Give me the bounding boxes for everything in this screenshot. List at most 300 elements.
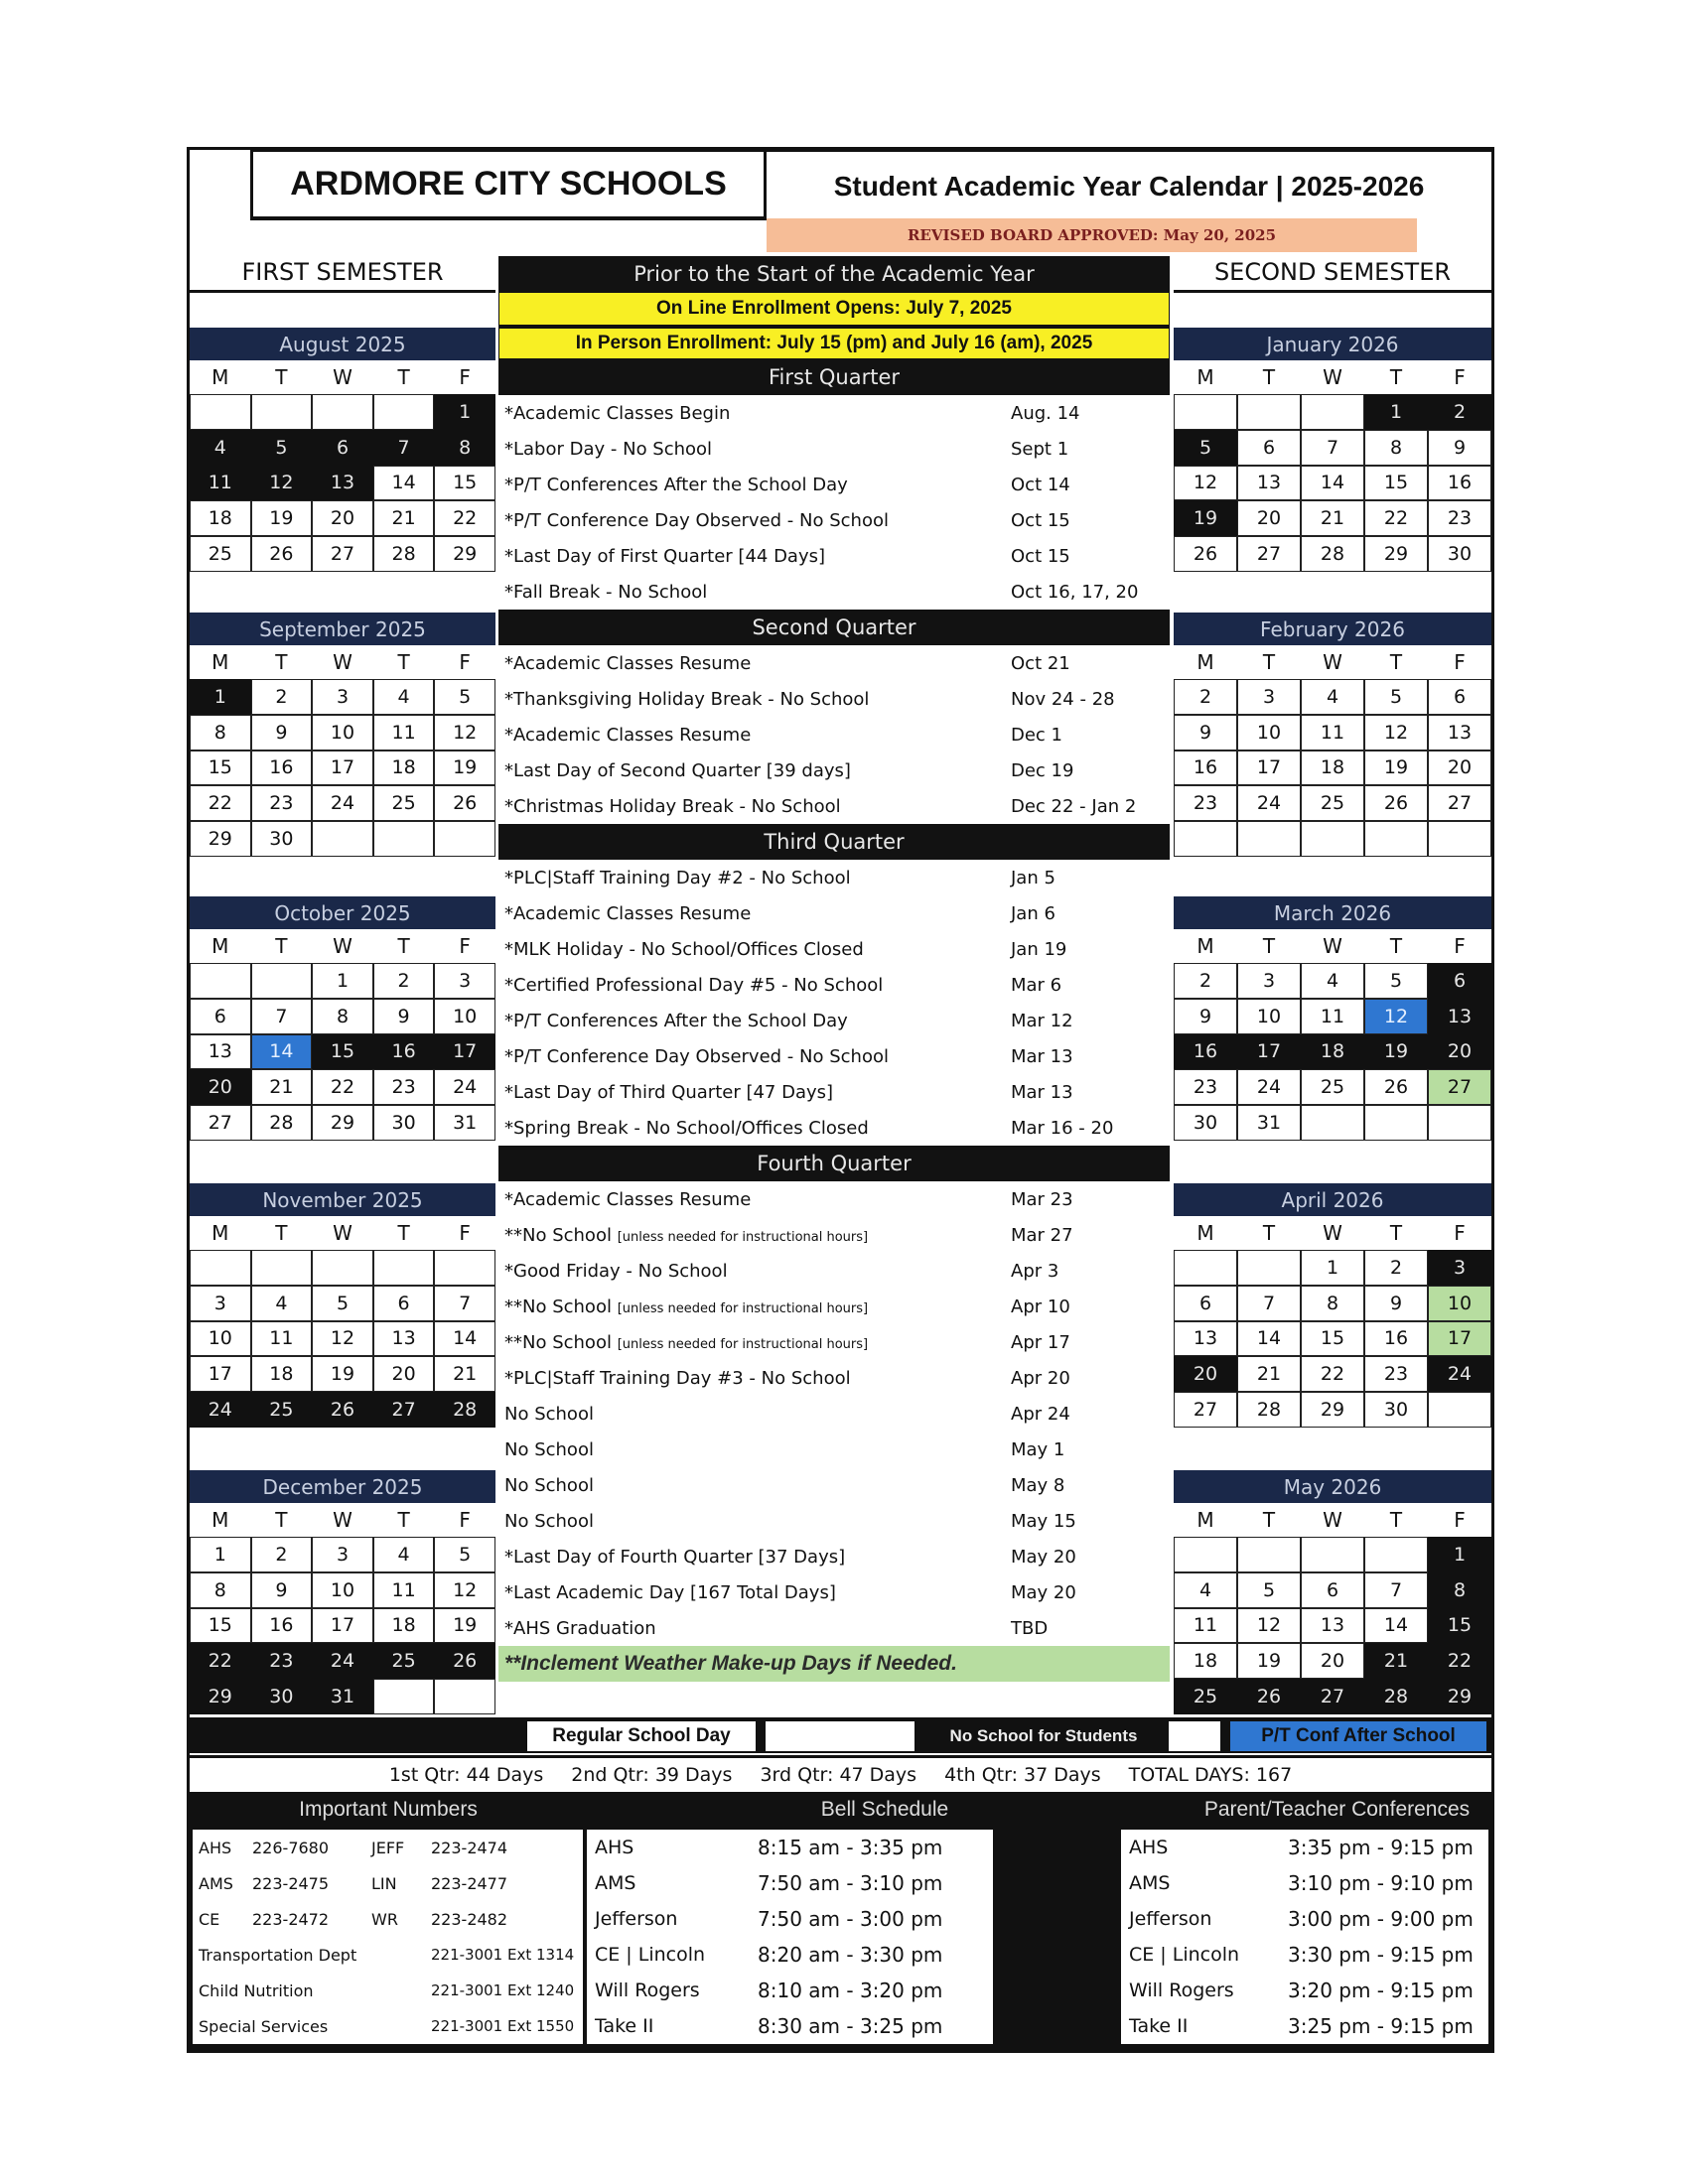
- day-cell: 15: [1364, 466, 1428, 501]
- day-cell: 8: [1301, 1286, 1364, 1321]
- event-title: No School: [504, 1510, 594, 1532]
- day-cell: 18: [1301, 751, 1364, 786]
- day-cell: 27: [1174, 1392, 1237, 1428]
- event-title: *Academic Classes Resume: [504, 724, 752, 746]
- event-title: *Certified Professional Day #5 - No School: [504, 974, 884, 996]
- day-grid: [1174, 679, 1491, 857]
- time-range: 8:20 am - 3:30 pm: [758, 1943, 943, 1967]
- day-cell: 12: [1174, 466, 1237, 501]
- day-cell: 16: [251, 751, 313, 786]
- day-cell: 16: [251, 1608, 313, 1644]
- event-date: May 20: [1011, 1581, 1076, 1603]
- event-row: [498, 395, 1170, 431]
- schedule-row: [1121, 1865, 1488, 1901]
- day-cell: [1237, 394, 1301, 430]
- day-cell: 3: [434, 963, 495, 999]
- day-cell: [434, 821, 495, 857]
- weekday-header: [190, 1216, 495, 1250]
- weekday-header: [190, 1503, 495, 1537]
- event-date: Apr 3: [1011, 1260, 1059, 1282]
- event-row: [498, 1217, 1170, 1253]
- event-row: [498, 1038, 1170, 1074]
- day-cell: 11: [190, 466, 251, 501]
- day-cell: [1174, 1250, 1237, 1286]
- month-december-2025: [190, 1470, 495, 1714]
- day-cell: 10: [1237, 999, 1301, 1034]
- legend-no-school-swatch: [1169, 1721, 1220, 1751]
- weekday-label: M: [211, 934, 229, 958]
- second-semester-label: SECOND SEMESTER: [1174, 253, 1491, 293]
- day-cell: 9: [1428, 430, 1491, 466]
- day-cell: 1: [434, 394, 495, 430]
- day-cell: [1364, 1105, 1428, 1141]
- day-cell: 8: [434, 430, 495, 466]
- legend-regular-day: Regular School Day: [527, 1721, 756, 1751]
- day-cell: 29: [1364, 536, 1428, 572]
- quarter-summary: [190, 1755, 1491, 1791]
- day-cell: 7: [1364, 1572, 1428, 1608]
- school-name: Take II: [595, 2015, 654, 2037]
- day-cell: 1: [312, 963, 373, 999]
- day-cell: 11: [1301, 999, 1364, 1034]
- day-cell: 9: [251, 1572, 313, 1608]
- day-cell: [1428, 821, 1491, 857]
- day-grid: [190, 394, 495, 572]
- department-phone: 221-3001 Ext 1314: [431, 1946, 575, 1964]
- day-cell: 21: [373, 500, 435, 536]
- month-september-2025: [190, 613, 495, 857]
- month-april-2026: [1174, 1183, 1491, 1428]
- weekday-label: W: [1323, 650, 1342, 674]
- day-cell: 18: [251, 1356, 313, 1392]
- second-quarter-heading: Second Quarter: [498, 610, 1170, 645]
- schedule-row: [1121, 1973, 1488, 2008]
- department-row: [193, 1937, 583, 1973]
- weekday-label: T: [275, 650, 288, 674]
- weekday-label: W: [333, 934, 352, 958]
- school-code: AMS: [199, 1873, 233, 1893]
- school-name: AMS: [595, 1872, 636, 1894]
- day-cell: 27: [190, 1105, 251, 1141]
- day-cell: 15: [1428, 1608, 1491, 1644]
- day-cell: 6: [373, 1286, 435, 1321]
- weekday-label: M: [211, 1508, 229, 1532]
- day-cell: 1: [1428, 1537, 1491, 1572]
- day-cell: 2: [1174, 963, 1237, 999]
- time-range: 3:25 pm - 9:15 pm: [1288, 2014, 1474, 2038]
- event-text: [498, 403, 1011, 424]
- weekday-label: T: [397, 1508, 410, 1532]
- day-cell: 12: [251, 466, 313, 501]
- event-date: Mar 6: [1011, 974, 1062, 996]
- day-cell: 2: [251, 679, 313, 715]
- day-cell: [434, 1679, 495, 1714]
- weekday-label: T: [275, 1221, 288, 1245]
- time-range: 8:30 am - 3:25 pm: [758, 2014, 943, 2038]
- day-cell: 16: [1174, 1034, 1237, 1070]
- event-row: [498, 1110, 1170, 1146]
- day-cell: 19: [251, 500, 313, 536]
- day-cell: 8: [190, 715, 251, 751]
- weekday-label: T: [275, 934, 288, 958]
- day-cell: 23: [373, 1069, 435, 1105]
- event-date: Oct 21: [1011, 652, 1070, 674]
- weekday-label: W: [333, 1221, 352, 1245]
- day-cell: 2: [1174, 679, 1237, 715]
- schedule-row: [587, 1830, 993, 1865]
- phone-number: 223-2482: [431, 1909, 508, 1929]
- phone-number: 223-2474: [431, 1838, 508, 1857]
- day-cell: 23: [1174, 1069, 1237, 1105]
- day-cell: 22: [1301, 1356, 1364, 1392]
- schedule-row: [587, 1937, 993, 1973]
- day-cell: 28: [373, 536, 435, 572]
- day-cell: 15: [190, 751, 251, 786]
- event-text: [498, 868, 1011, 888]
- day-grid: [1174, 1250, 1491, 1428]
- event-date: TBD: [1011, 1617, 1049, 1639]
- event-text: [498, 1332, 1011, 1353]
- day-cell: 31: [312, 1679, 373, 1714]
- pt-conferences-title: Parent/Teacher Conferences: [1203, 1798, 1471, 1821]
- fourth-quarter-events: [498, 1181, 1170, 1646]
- weekday-header: [1174, 1503, 1491, 1537]
- event-title: *Fall Break - No School: [504, 581, 708, 603]
- day-cell: 24: [1237, 785, 1301, 821]
- weekday-label: T: [1389, 1221, 1403, 1245]
- time-range: 3:10 pm - 9:10 pm: [1288, 1871, 1474, 1895]
- day-cell: 21: [434, 1356, 495, 1392]
- events-column: [498, 256, 1170, 1682]
- day-cell: 8: [312, 999, 373, 1034]
- weekday-label: W: [1323, 1508, 1342, 1532]
- event-title: *Christmas Holiday Break - No School: [504, 795, 841, 817]
- day-cell: 3: [1237, 679, 1301, 715]
- day-cell: 1: [190, 679, 251, 715]
- event-text: [498, 1297, 1011, 1317]
- day-cell: [1301, 1537, 1364, 1572]
- event-title: *Spring Break - No School/Offices Closed: [504, 1117, 869, 1139]
- day-cell: 27: [312, 536, 373, 572]
- day-grid: [1174, 963, 1491, 1141]
- event-text: [498, 1618, 1011, 1639]
- event-date: Apr 20: [1011, 1367, 1070, 1389]
- event-text: [498, 1011, 1011, 1031]
- day-cell: 20: [373, 1356, 435, 1392]
- event-date: Dec 19: [1011, 759, 1074, 781]
- event-title: *Last Academic Day [167 Total Days]: [504, 1581, 836, 1603]
- month-header: February 2026: [1174, 613, 1491, 645]
- event-text: [498, 475, 1011, 495]
- day-cell: 23: [251, 1643, 313, 1679]
- day-cell: 11: [1174, 1608, 1237, 1644]
- event-date: Mar 13: [1011, 1081, 1073, 1103]
- day-cell: 25: [1301, 1069, 1364, 1105]
- event-title: *Academic Classes Begin: [504, 402, 731, 424]
- day-cell: 17: [1237, 751, 1301, 786]
- weekday-label: T: [1389, 934, 1403, 958]
- day-cell: 4: [1301, 679, 1364, 715]
- day-cell: [434, 1250, 495, 1286]
- day-cell: 18: [190, 500, 251, 536]
- day-cell: 16: [1364, 1321, 1428, 1357]
- event-date: Dec 22 - Jan 2: [1011, 795, 1137, 817]
- second-quarter-events: [498, 645, 1170, 824]
- month-header: March 2026: [1174, 896, 1491, 929]
- event-title: *MLK Holiday - No School/Offices Closed: [504, 938, 864, 960]
- event-row: [498, 717, 1170, 752]
- event-row: [498, 645, 1170, 681]
- day-cell: 19: [434, 751, 495, 786]
- day-cell: 16: [1428, 466, 1491, 501]
- day-cell: 1: [1364, 394, 1428, 430]
- day-cell: 4: [251, 1286, 313, 1321]
- event-row: [498, 931, 1170, 967]
- day-cell: 8: [1428, 1572, 1491, 1608]
- day-cell: 29: [434, 536, 495, 572]
- day-cell: [312, 1250, 373, 1286]
- day-cell: [1364, 821, 1428, 857]
- day-cell: 5: [434, 679, 495, 715]
- day-cell: 5: [1174, 430, 1237, 466]
- event-title: *P/T Conference Day Observed - No School: [504, 1045, 889, 1067]
- event-row: [498, 1396, 1170, 1432]
- day-cell: 20: [1428, 751, 1491, 786]
- event-date: May 1: [1011, 1438, 1065, 1460]
- day-cell: 13: [1428, 999, 1491, 1034]
- day-cell: [251, 963, 313, 999]
- day-cell: 28: [251, 1105, 313, 1141]
- day-cell: 10: [1428, 1286, 1491, 1321]
- time-range: 3:20 pm - 9:15 pm: [1288, 1979, 1474, 2002]
- day-cell: 10: [312, 715, 373, 751]
- day-cell: 24: [190, 1392, 251, 1428]
- day-cell: 7: [251, 999, 313, 1034]
- event-date: Apr 17: [1011, 1331, 1070, 1353]
- day-cell: 4: [1174, 1572, 1237, 1608]
- day-cell: 24: [1428, 1356, 1491, 1392]
- phone-number: 223-2477: [431, 1873, 508, 1893]
- event-row: [498, 1503, 1170, 1539]
- day-cell: 13: [190, 1034, 251, 1070]
- event-title: *Good Friday - No School: [504, 1260, 728, 1282]
- weekday-label: M: [1196, 934, 1214, 958]
- event-row: [498, 1432, 1170, 1467]
- event-text: [498, 1582, 1011, 1603]
- weekday-label: T: [1389, 650, 1403, 674]
- day-cell: 12: [434, 1572, 495, 1608]
- event-text: [498, 546, 1011, 567]
- event-date: Mar 12: [1011, 1010, 1073, 1031]
- event-title: *Academic Classes Resume: [504, 652, 752, 674]
- day-cell: 6: [312, 430, 373, 466]
- day-cell: 13: [1237, 466, 1301, 501]
- day-cell: 6: [1428, 963, 1491, 999]
- day-cell: 22: [1428, 1643, 1491, 1679]
- pt-conferences-table: [1121, 1830, 1488, 2044]
- weekday-label: T: [397, 934, 410, 958]
- day-cell: 14: [1364, 1608, 1428, 1644]
- phone-row: [193, 1865, 583, 1901]
- event-text: [498, 689, 1011, 710]
- day-cell: 22: [1364, 500, 1428, 536]
- month-header: April 2026: [1174, 1183, 1491, 1216]
- day-cell: [373, 394, 435, 430]
- day-cell: 20: [1174, 1356, 1237, 1392]
- day-cell: 14: [434, 1321, 495, 1357]
- event-text: [498, 1189, 1011, 1210]
- department-name: Child Nutrition: [199, 1980, 314, 2000]
- event-row: [498, 788, 1170, 824]
- weekday-label: T: [397, 365, 410, 389]
- day-cell: 12: [1364, 715, 1428, 751]
- day-cell: 9: [1174, 999, 1237, 1034]
- day-cell: [1364, 1537, 1428, 1572]
- day-cell: 9: [251, 715, 313, 751]
- prior-heading: Prior to the Start of the Academic Year: [498, 256, 1170, 292]
- event-row: [498, 681, 1170, 717]
- weekday-label: F: [1454, 1221, 1466, 1245]
- day-cell: 11: [373, 1572, 435, 1608]
- legend-no-school: No School for Students: [949, 1726, 1138, 1745]
- summary-q2: 2nd Qtr: 39 Days: [571, 1763, 733, 1786]
- event-text: [498, 1118, 1011, 1139]
- time-range: 7:50 am - 3:00 pm: [758, 1907, 943, 1931]
- day-cell: 1: [1301, 1250, 1364, 1286]
- event-row: [498, 1074, 1170, 1110]
- event-text: [498, 1046, 1011, 1067]
- first-quarter-heading: First Quarter: [498, 359, 1170, 395]
- day-cell: 1: [190, 1537, 251, 1572]
- event-title: **No School: [504, 1224, 612, 1246]
- day-grid: [1174, 1537, 1491, 1714]
- important-numbers-table: [193, 1830, 583, 2044]
- day-cell: 17: [1428, 1321, 1491, 1357]
- weekday-label: M: [1196, 1508, 1214, 1532]
- weekday-label: F: [1454, 1508, 1466, 1532]
- legend-regular-swatch: [766, 1721, 914, 1751]
- weekday-label: F: [1454, 934, 1466, 958]
- event-row: [498, 1289, 1170, 1324]
- weekday-label: W: [333, 365, 352, 389]
- school-title: ARDMORE CITY SCHOOLS: [250, 149, 767, 220]
- event-title: *Thanksgiving Holiday Break - No School: [504, 688, 870, 710]
- month-january-2026: [1174, 328, 1491, 572]
- day-cell: 3: [312, 1537, 373, 1572]
- day-cell: [190, 394, 251, 430]
- department-phone: 221-3001 Ext 1240: [431, 1981, 575, 1999]
- first-semester-label: FIRST SEMESTER: [190, 253, 495, 293]
- day-cell: 26: [251, 536, 313, 572]
- month-header: October 2025: [190, 896, 495, 929]
- event-note: [unless needed for instructional hours]: [617, 1336, 869, 1352]
- day-cell: 14: [1237, 1321, 1301, 1357]
- weekday-header: [1174, 645, 1491, 679]
- event-row: [498, 1539, 1170, 1574]
- school-name: CE | Lincoln: [595, 1944, 706, 1966]
- time-range: 3:35 pm - 9:15 pm: [1288, 1836, 1474, 1859]
- event-date: Oct 15: [1011, 509, 1070, 531]
- day-cell: 14: [251, 1034, 313, 1070]
- event-title: *PLC|Staff Training Day #2 - No School: [504, 867, 851, 888]
- day-cell: 12: [434, 715, 495, 751]
- day-cell: 30: [251, 1679, 313, 1714]
- day-cell: 27: [1237, 536, 1301, 572]
- day-cell: [1428, 1105, 1491, 1141]
- summary-q4: 4th Qtr: 37 Days: [944, 1763, 1101, 1786]
- department-name: Special Services: [199, 2016, 329, 2036]
- event-text: [498, 582, 1011, 603]
- weekday-label: W: [1323, 934, 1342, 958]
- school-name: AHS: [595, 1837, 634, 1858]
- month-header: September 2025: [190, 613, 495, 645]
- weekday-label: F: [459, 365, 471, 389]
- day-cell: 27: [373, 1392, 435, 1428]
- weekday-label: M: [211, 365, 229, 389]
- day-cell: 21: [1301, 500, 1364, 536]
- event-title: *Labor Day - No School: [504, 438, 713, 460]
- event-row: [498, 1181, 1170, 1217]
- event-date: Jan 19: [1011, 938, 1067, 960]
- day-cell: 5: [312, 1286, 373, 1321]
- day-cell: 16: [1174, 751, 1237, 786]
- day-cell: 4: [373, 1537, 435, 1572]
- time-range: 3:30 pm - 9:15 pm: [1288, 1943, 1474, 1967]
- day-cell: [373, 1679, 435, 1714]
- day-grid: [190, 679, 495, 857]
- important-numbers-title: Important Numbers: [299, 1798, 478, 1821]
- event-text: [498, 1368, 1011, 1389]
- event-row: [498, 1253, 1170, 1289]
- day-cell: 5: [434, 1537, 495, 1572]
- month-header: May 2026: [1174, 1470, 1491, 1503]
- day-cell: 23: [1364, 1356, 1428, 1392]
- event-text: [498, 1547, 1011, 1568]
- event-title: *Last Day of First Quarter [44 Days]: [504, 545, 826, 567]
- event-text: [498, 760, 1011, 781]
- day-cell: 27: [1428, 1069, 1491, 1105]
- department-row: [193, 1973, 583, 2008]
- day-cell: 29: [190, 821, 251, 857]
- time-range: 8:15 am - 3:35 pm: [758, 1836, 943, 1859]
- event-title: *P/T Conferences After the School Day: [504, 474, 848, 495]
- day-cell: 6: [1301, 1572, 1364, 1608]
- day-cell: 26: [312, 1392, 373, 1428]
- day-cell: 22: [190, 785, 251, 821]
- phone-number: 223-2472: [252, 1909, 330, 1929]
- day-cell: [373, 1250, 435, 1286]
- day-cell: 29: [1301, 1392, 1364, 1428]
- day-cell: 9: [373, 999, 435, 1034]
- event-text: [498, 1261, 1011, 1282]
- day-cell: 15: [312, 1034, 373, 1070]
- phone-row: [193, 1830, 583, 1865]
- event-text: [498, 975, 1011, 996]
- day-cell: 29: [312, 1105, 373, 1141]
- day-cell: 7: [1237, 1286, 1301, 1321]
- third-quarter-events: [498, 860, 1170, 1146]
- weekday-label: F: [459, 650, 471, 674]
- day-cell: 10: [312, 1572, 373, 1608]
- event-date: Oct 16, 17, 20: [1011, 581, 1139, 603]
- month-august-2025: [190, 328, 495, 572]
- month-october-2025: [190, 896, 495, 1141]
- day-cell: 19: [434, 1608, 495, 1644]
- month-header: December 2025: [190, 1470, 495, 1503]
- phone-row: [193, 1901, 583, 1937]
- event-title: No School: [504, 1438, 594, 1460]
- day-cell: 6: [1428, 679, 1491, 715]
